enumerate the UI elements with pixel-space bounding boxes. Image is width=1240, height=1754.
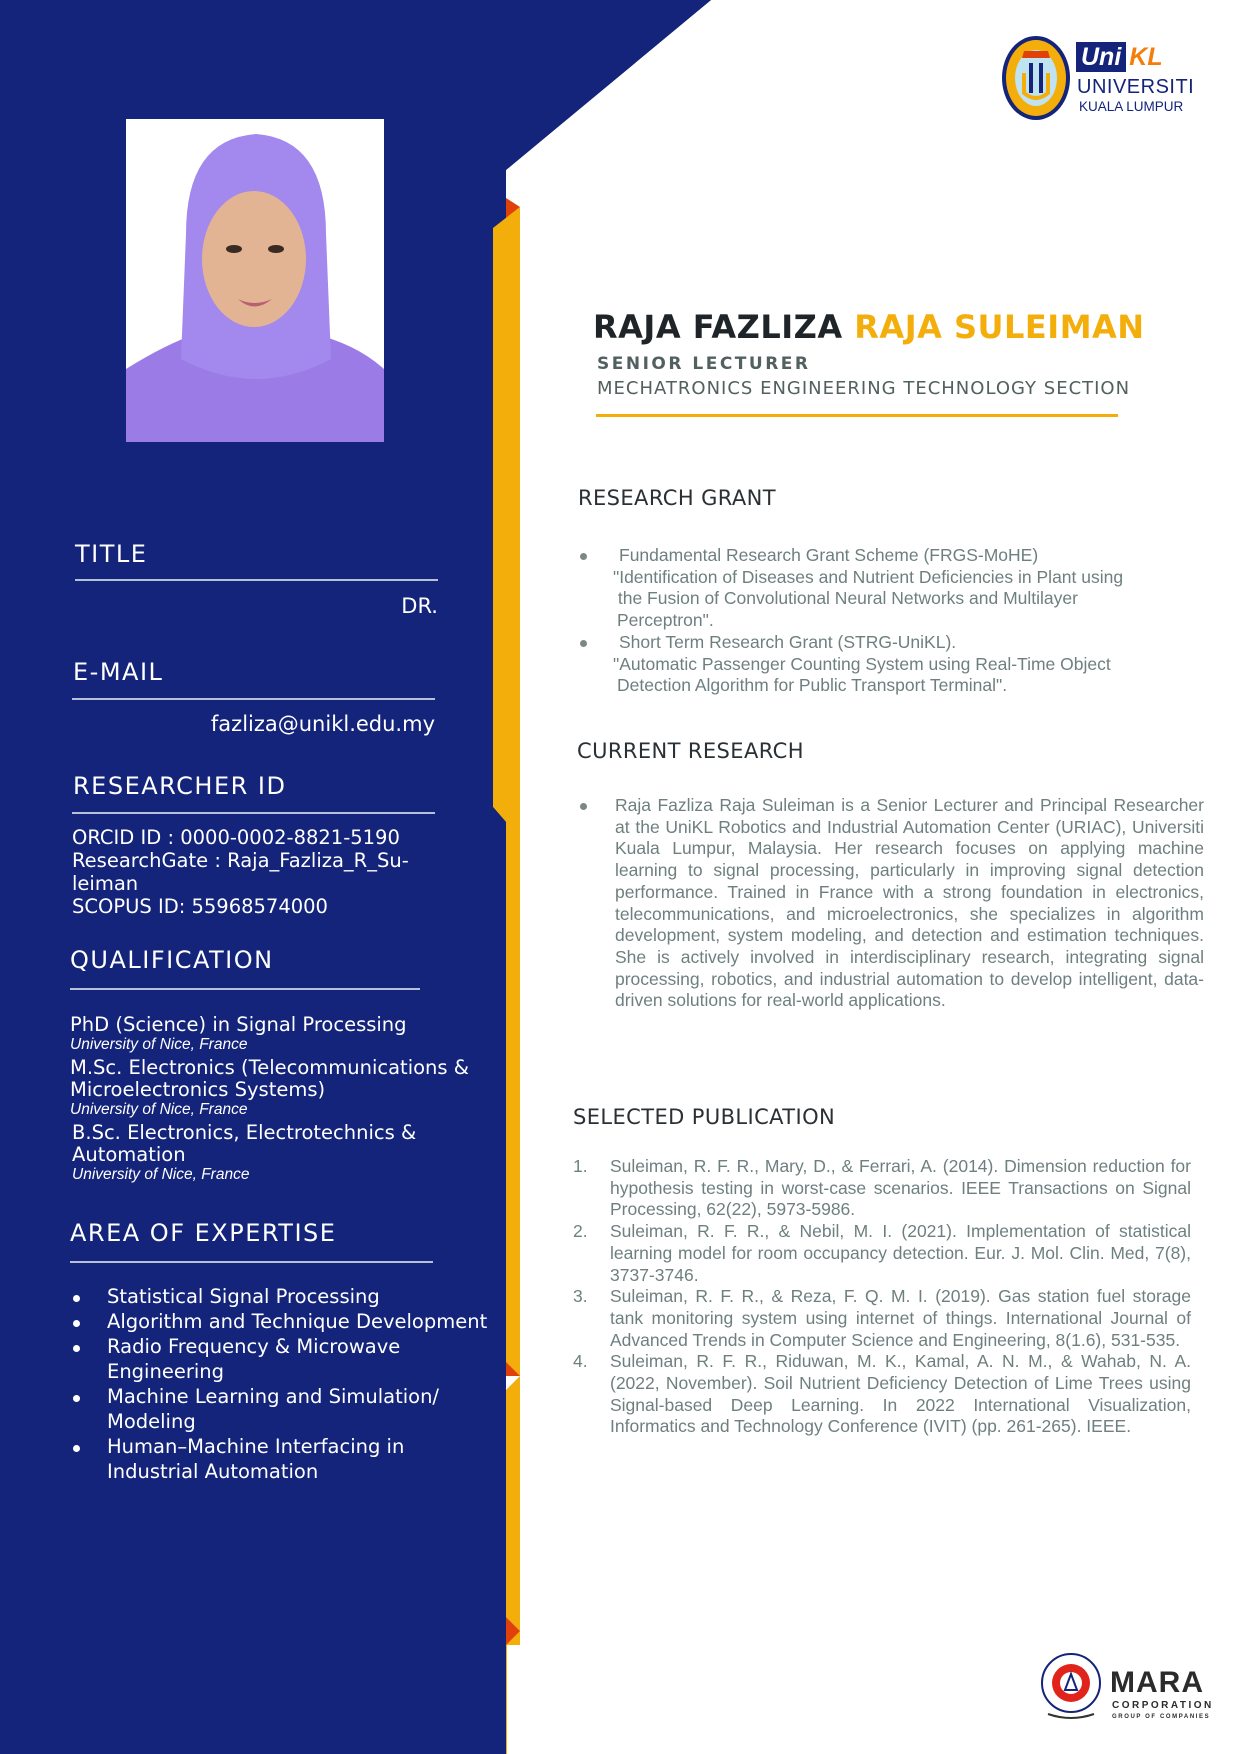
- title-value: DR.: [401, 594, 438, 618]
- publications-list: [573, 1156, 1191, 1438]
- publication-item: [573, 1351, 1191, 1438]
- expertise-text-cont: Modeling: [107, 1410, 196, 1433]
- grant-title-line: "Identification of Diseases and Nutrient Deficiencies in Plant using: [613, 566, 1124, 587]
- bullet-icon: [73, 1345, 80, 1352]
- expertise-list: [70, 1284, 500, 1484]
- navy-under-stripe: [493, 807, 506, 1754]
- scopus-id: SCOPUS ID: 55968574000: [72, 895, 328, 918]
- mara-seal-icon: [1040, 1652, 1102, 1722]
- mara-logo: [1040, 1652, 1220, 1732]
- qualification-university: University of Nice, France: [72, 1166, 250, 1183]
- qualification-degree-cont: Automation: [72, 1143, 186, 1166]
- bullet-icon: [580, 803, 587, 810]
- expertise-text: Statistical Signal Processing: [107, 1285, 380, 1308]
- qualification-rule: [70, 988, 420, 990]
- qualification-item: [70, 1014, 490, 1053]
- publication-item: [573, 1286, 1191, 1351]
- research-grant-heading: RESEARCH GRANT: [578, 486, 777, 510]
- bullet-icon: [580, 640, 587, 647]
- researcher-id-rule: [72, 812, 435, 814]
- expertise-item: [70, 1284, 500, 1309]
- expertise-item: [70, 1434, 500, 1484]
- expertise-rule: [70, 1261, 433, 1263]
- mara-brand: MARA: [1110, 1666, 1204, 1699]
- unikl-line2: KUALA LUMPUR: [1079, 99, 1184, 114]
- publication-item: [573, 1221, 1191, 1286]
- researchgate-id-line1: ResearchGate : Raja_Fazliza_R_Su-: [72, 849, 409, 872]
- qualification-degree: M.Sc. Electronics (Telecommunications &: [70, 1056, 469, 1079]
- bullet-icon: [73, 1445, 80, 1452]
- position-title: SENIOR LECTURER: [597, 354, 811, 374]
- publication-number: 3.: [573, 1286, 588, 1307]
- expertise-text: Algorithm and Technique Development: [107, 1310, 488, 1333]
- publication-number: 2.: [573, 1221, 588, 1242]
- bullet-icon: [73, 1295, 80, 1302]
- publication-text: Suleiman, R. F. R., Riduwan, M. K., Kamal, A. N. M., & Wahab, N. A. (2022, November). Soil Nutrient Deficiency Detection of Lime Trees using Signal-based Deep Learning. In 2022 International Visualization, Informatics and Technology Conference (IVIT) (pp. 261-265). IEEE.: [610, 1351, 1191, 1437]
- expertise-item: [70, 1309, 500, 1334]
- grant-title-line: "Automatic Passenger Counting System using Real-Time Object: [613, 653, 1111, 674]
- qualification-university: University of Nice, France: [70, 1101, 248, 1118]
- expertise-text-cont: Industrial Automation: [107, 1460, 319, 1483]
- grant-title-line: Perceptron".: [617, 610, 714, 631]
- grant-title-line: Detection Algorithm for Public Transport Terminal".: [617, 675, 1008, 696]
- qualification-degree: B.Sc. Electronics, Electrotechnics &: [72, 1121, 417, 1144]
- mara-line1: CORPORATION: [1112, 1700, 1214, 1711]
- unikl-brand-box: [1076, 42, 1163, 72]
- qualification-item: [70, 1057, 490, 1118]
- qualification-university: University of Nice, France: [70, 1036, 248, 1053]
- qualification-degree-cont: Microelectronics Systems): [70, 1078, 326, 1101]
- name-last: RAJA SULEIMAN: [854, 308, 1145, 346]
- unikl-brand-uni: Uni: [1076, 42, 1126, 72]
- publication-text: Suleiman, R. F. R., & Nebil, M. I. (2021). Implementation of statistical learning model for room occupancy detection. Eur. J. Mol. Clin. Med, 7(8), 3737-3746.: [610, 1221, 1191, 1285]
- researcher-id-heading: RESEARCHER ID: [73, 772, 287, 800]
- name-first: RAJA FAZLIZA: [593, 308, 843, 346]
- grant-name: Short Term Research Grant (STRG-UniKL).: [619, 631, 957, 652]
- researchgate-id-line2: leiman: [72, 872, 139, 895]
- bullet-icon: [73, 1395, 80, 1402]
- email-heading: E-MAIL: [73, 658, 164, 686]
- grant-name: Fundamental Research Grant Scheme (FRGS-MoHE): [619, 545, 1039, 565]
- current-research-heading: CURRENT RESEARCH: [577, 739, 804, 763]
- research-grant-list: [574, 545, 1214, 697]
- publication-number: 4.: [573, 1351, 588, 1372]
- current-research-item: [574, 795, 1204, 1012]
- current-research-text: Raja Fazliza Raja Suleiman is a Senior Lecturer and Principal Researcher at the UniKL Robotics and Industrial Automation Center (URIAC), Universiti Kuala Lumpur, Malaysia. Her research focuses on applying machine learning to signal processing, particularly in improving signal detection performance. Trained in France with a strong foundation in electronics, telecommunications, and microelectronics, she specializes in algorithm development, system modeling, and detection and estimation techniques. She is actively involved in interdisciplinary research, integrating signal processing, robotics, and industrial automation to develop intelligent, data-driven solutions for real-world applications.: [615, 795, 1204, 1011]
- expertise-heading: AREA OF EXPERTISE: [70, 1219, 337, 1247]
- email-value[interactable]: fazliza@unikl.edu.my: [210, 712, 435, 736]
- bullet-icon: [580, 553, 587, 560]
- publication-number: 1.: [573, 1156, 588, 1176]
- bullet-icon: [73, 1320, 80, 1327]
- expertise-text: Machine Learning and Simulation/: [107, 1385, 440, 1408]
- header-divider: [596, 414, 1118, 417]
- gold-stripe-main: [493, 207, 520, 807]
- expertise-text-cont: Engineering: [107, 1360, 224, 1383]
- publication-item: [573, 1156, 1191, 1221]
- unikl-brand-kl: KL: [1129, 43, 1163, 71]
- title-rule: [75, 579, 438, 581]
- publication-text: Suleiman, R. F. R., Mary, D., & Ferrari, A. (2014). Dimension reduction for hypothesis testing in worst-case scenarios. IEEE Transactions on Signal Processing, 62(22), 5973-5986.: [610, 1156, 1191, 1220]
- page-title: [593, 308, 1145, 346]
- researcher-id-block: [72, 826, 452, 918]
- grant-item-2: [574, 632, 1214, 654]
- publication-text: Suleiman, R. F. R., & Reza, F. Q. M. I. (2019). Gas station fuel storage tank monitoring system using internet of things. International Journal of Advanced Trends in Computer Science and Engineering, 8(1.6), 531-535.: [610, 1286, 1191, 1350]
- qualification-list: [70, 1014, 490, 1187]
- unikl-logo: [1000, 33, 1200, 123]
- title-heading: TITLE: [75, 540, 148, 568]
- email-rule: [72, 698, 435, 700]
- publications-heading: SELECTED PUBLICATION: [573, 1105, 836, 1129]
- qualification-heading: QUALIFICATION: [70, 946, 274, 974]
- unikl-seal-icon: [1000, 33, 1072, 123]
- portrait-icon: [126, 119, 384, 442]
- qualification-item: [70, 1122, 490, 1183]
- orcid-id: ORCID ID : 0000-0002-8821-5190: [72, 826, 400, 849]
- department: MECHATRONICS ENGINEERING TECHNOLOGY SECTION: [597, 378, 1131, 399]
- expertise-item: [70, 1334, 500, 1384]
- qualification-degree: PhD (Science) in Signal Processing: [70, 1013, 407, 1036]
- profile-photo: [126, 119, 384, 442]
- mara-line2: GROUP OF COMPANIES: [1112, 1714, 1211, 1720]
- expertise-text: Human–Machine Interfacing in: [107, 1435, 405, 1458]
- grant-title-line: the Fusion of Convolutional Neural Networks and Multilayer: [613, 588, 1078, 609]
- unikl-line1: UNIVERSITI: [1077, 76, 1195, 98]
- expertise-item: [70, 1384, 500, 1434]
- expertise-text: Radio Frequency & Microwave: [107, 1335, 401, 1358]
